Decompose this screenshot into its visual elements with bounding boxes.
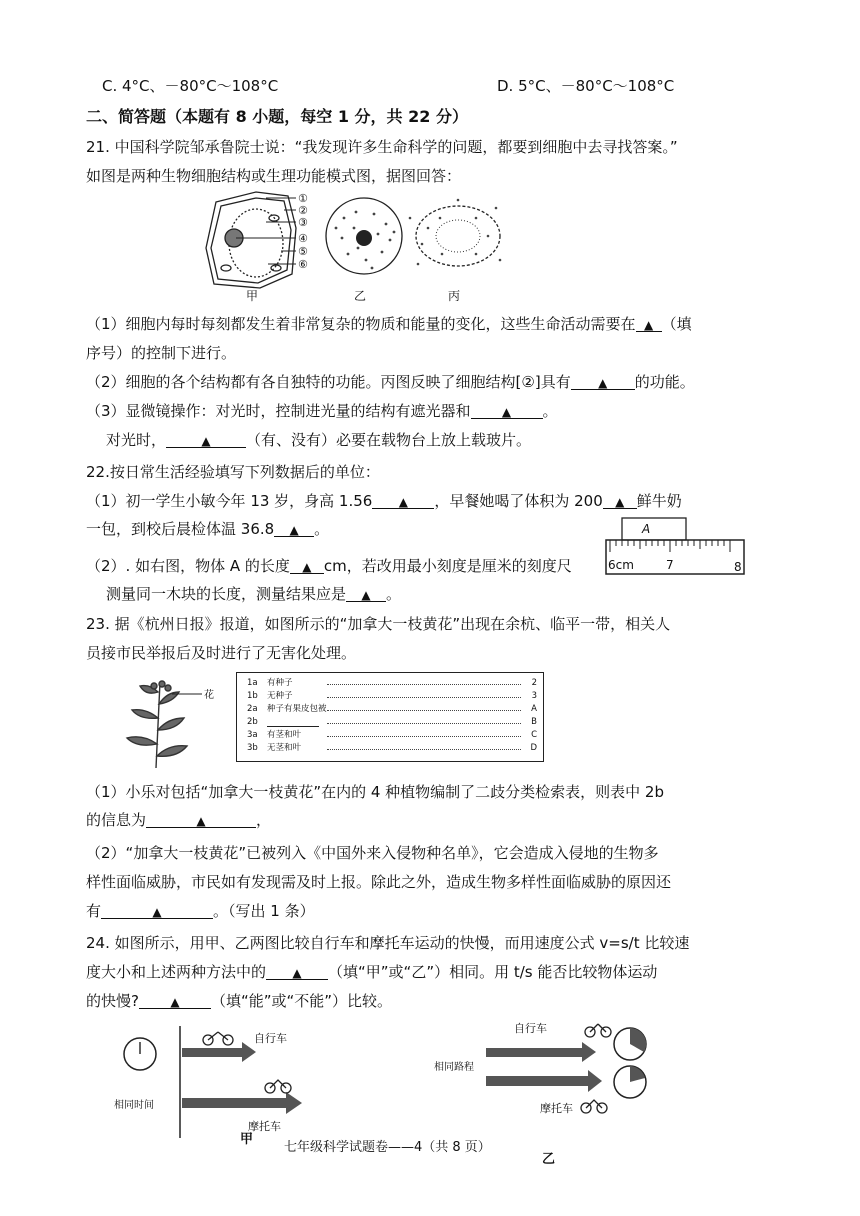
ruler-ticks (610, 540, 730, 552)
key-row: 1b 无种子 3 (247, 691, 537, 701)
q24-line3: 的快慢? ▲ （填“能”或“不能”）比较。 (86, 992, 393, 1010)
q23-intro-line1: 23. 据《杭州日报》报道，如图所示的“加拿大一枝黄花”出现在余杭、临平一带，相关人 (86, 615, 671, 633)
key-row: 2b B (247, 717, 537, 727)
goldenrod-plant-figure (118, 672, 228, 772)
flower-label: 花 (204, 690, 214, 701)
same-road-label: 相同路程 (434, 1062, 474, 1073)
q21-part1-cont: 序号）的控制下进行。 (86, 344, 237, 362)
svg-text:7: 7 (666, 558, 674, 572)
section-heading: 二、简答题（本题有 8 小题，每空 1 分，共 22 分） (86, 107, 468, 126)
svg-text:⑤: ⑤ (298, 245, 308, 258)
q22-part1-cont: 一包，到校后晨检体温 36.8 ▲ 。 (86, 520, 330, 538)
key-row: 3b 无茎和叶 D (247, 743, 537, 753)
figure-yi (430, 1020, 660, 1130)
animal-cell-diagram (326, 198, 402, 274)
q22-title: 22.按日常生活经验填写下列数据后的单位： (86, 463, 380, 481)
svg-text:8: 8 (734, 560, 742, 574)
pointer-lines (236, 198, 296, 264)
q22-part2: （2）. 如右图，物体 A 的长度 ▲ cm，若改用最小刻度是厘米的刻度尺 (86, 557, 572, 575)
q23-part1-cont: 的信息为 ▲ ， (86, 811, 272, 829)
figure-yi-label: 乙 (542, 1152, 556, 1167)
q21-part3-cont: 对光时， ▲ （有、没有）必要在载物台上放上载玻片。 (106, 431, 532, 449)
figure-jia-label: 甲 (240, 1132, 254, 1147)
option-d: D. 5°C、－80°C～108°C (497, 77, 675, 95)
q21-part1: （1）细胞内每时每刻都发生着非常复杂的物质和能量的变化，这些生命活动需要在 ▲ （填 (86, 315, 692, 333)
bike-label: 自行车 (514, 1022, 547, 1035)
motorcycle-icon (581, 1100, 607, 1113)
q22-part1: （1）初一学生小敏今年 13 岁，身高 1.56 ▲ ，早餐她喝了体积为 200 ▲ 鲜牛奶 (86, 492, 682, 510)
key-row: 3a 有茎和叶 C (247, 730, 537, 740)
svg-text:乙: 乙 (354, 289, 367, 303)
page-footer: 七年级科学试题卷——4（共 8 页） (284, 1140, 491, 1155)
q21-part3: （3）显微镜操作：对光时，控制进光量的结构有遮光器和 ▲ 。 (86, 402, 558, 420)
q21-intro-line1: 21. 中国科学院邹承鲁院士说：“我发现许多生命科学的问题，都要到细胞中去寻找答案。” (86, 138, 678, 156)
q23-intro-line2: 员接市民举报后及时进行了无害化处理。 (86, 644, 357, 662)
q24-line1: 24. 如图所示，用甲、乙两图比较自行车和摩托车运动的快慢，而用速度公式 v=s/t 比较速 (86, 934, 690, 952)
svg-text:③: ③ (298, 216, 308, 229)
option-c: C. 4°C、－80°C～108°C (102, 77, 279, 95)
q21-cell-figure (196, 188, 506, 308)
svg-text:甲: 甲 (246, 289, 259, 303)
answer-blank-marker: ▲ (643, 318, 654, 332)
object-a-block (622, 518, 686, 540)
bicycle-icon (203, 1032, 233, 1045)
cell-labels (246, 289, 460, 303)
svg-text:①: ① (298, 192, 308, 205)
svg-text:②: ② (298, 204, 308, 217)
bike-label: 自行车 (254, 1032, 287, 1045)
moto-label: 摩托车 (540, 1102, 573, 1115)
svg-text:⑥: ⑥ (298, 258, 308, 271)
object-a-label: A (642, 522, 651, 536)
plant-cell-diagram (206, 192, 296, 288)
dichotomous-key-table (236, 672, 544, 762)
motorcycle-icon (265, 1080, 291, 1093)
q23-part1: （1）小乐对包括“加拿大一枝黄花”在内的 4 种植物编制了二歧分类检索表，则表中 2b (86, 783, 665, 801)
key-row: 2a 种子有果皮包被 A (247, 704, 537, 714)
membrane-diagram (409, 199, 502, 266)
figure-numbers (298, 192, 308, 271)
q22-part2-cont: 测量同一木块的长度，测量结果应是 ▲ 。 (106, 585, 402, 603)
q23-part2-line3: 有 ▲ 。（写出 1 条） (86, 902, 315, 920)
moto-label: 摩托车 (248, 1120, 281, 1133)
figure-jia (104, 1026, 334, 1146)
q24-line2: 度大小和上述两种方法中的 ▲ （填“甲”或“乙”）相同。用 t/s 能否比较物体运动 (86, 963, 658, 981)
ruler-figure (604, 516, 748, 578)
svg-text:6cm: 6cm (608, 558, 634, 572)
q23-part2: （2）“加拿大一枝黄花”已被列入《中国外来入侵物种名单》，它会造成入侵地的生物多 (86, 844, 659, 862)
svg-text:丙: 丙 (448, 289, 461, 303)
q21-part2: （2）细胞的各个结构都有各自独特的功能。丙图反映了细胞结构[②]具有 ▲ 的功能。 (86, 373, 695, 391)
q23-part2-line2: 样性面临威胁，市民如有发现需及时上报。除此之外，造成生物多样性面临威胁的原因还 (86, 873, 672, 891)
svg-text:④: ④ (298, 232, 308, 245)
bicycle-icon (585, 1024, 611, 1037)
q21-intro-line2: 如图是两种生物细胞结构或生理功能模式图，据图回答： (86, 167, 462, 185)
same-time-label: 相同时间 (114, 1100, 154, 1111)
key-row: 1a 有种子 2 (247, 678, 537, 688)
